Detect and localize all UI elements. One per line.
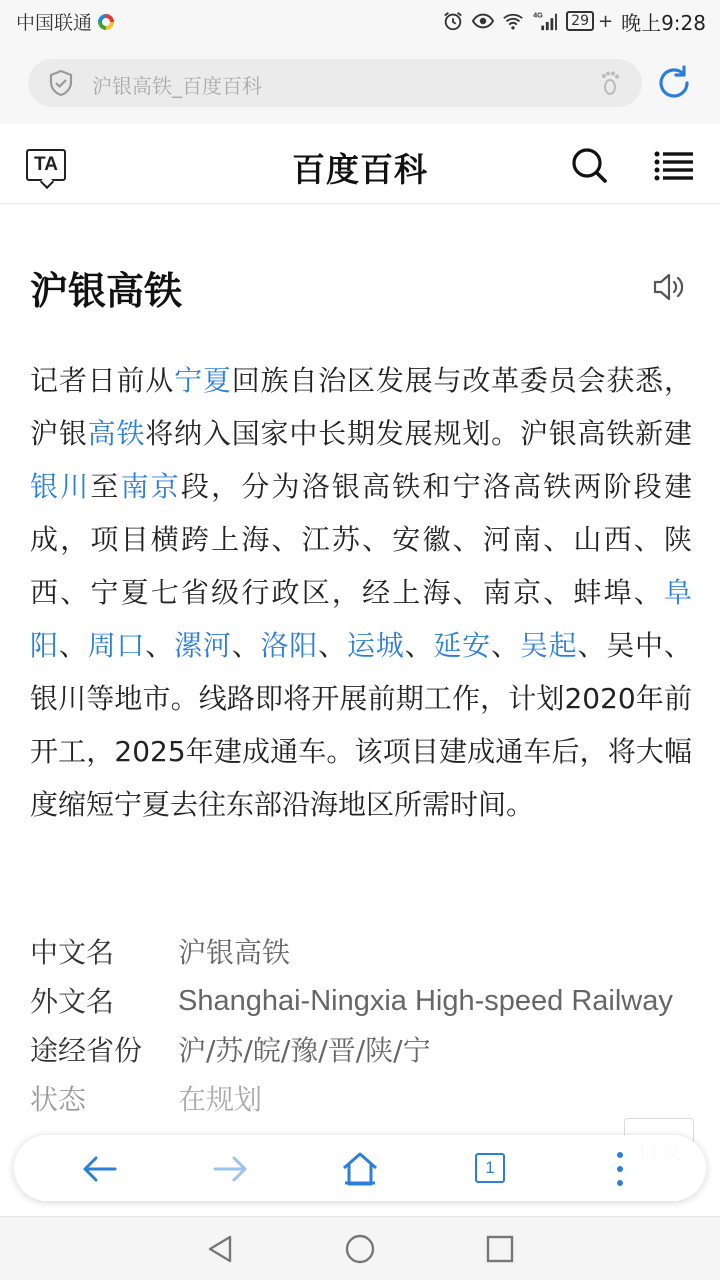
site-header <box>0 124 720 204</box>
summary-link[interactable]: 高铁 <box>87 417 146 450</box>
info-row <box>30 1026 692 1075</box>
info-value: 在规划 <box>178 1083 263 1116</box>
browser-toolbar <box>14 1135 706 1201</box>
battery-icon: 29 <box>566 11 594 31</box>
page-title: 沪银高铁 <box>30 269 183 313</box>
home-circle-icon[interactable] <box>344 1233 376 1265</box>
summary-text: 回族自治区发展与改革委员会获悉，沪银 <box>30 364 692 450</box>
speaker-icon[interactable] <box>652 272 686 302</box>
info-key: 外文名 <box>30 985 115 1018</box>
info-key: 中文名 <box>30 936 115 969</box>
info-row <box>30 977 692 1026</box>
summary-link[interactable]: 周口 <box>87 629 146 662</box>
info-value: 沪/苏/皖/豫/晋/陕/宁 <box>178 1034 431 1067</box>
search-icon[interactable] <box>570 146 608 184</box>
footprint-icon[interactable] <box>596 68 626 98</box>
menu-icon[interactable] <box>654 150 694 182</box>
carrier-name: 中国联通 <box>16 12 93 34</box>
alarm-icon <box>442 10 464 32</box>
eye-icon <box>472 10 494 32</box>
shield-icon[interactable] <box>46 68 76 98</box>
summary-link[interactable]: 洛阳 <box>260 629 319 662</box>
clock: 晚上9:28 <box>621 10 706 35</box>
summary-link[interactable]: 南京 <box>120 470 181 503</box>
system-nav-bar <box>0 1216 720 1280</box>
summary-text: 、吴中、银川等地市。线路即将开展前期工作，计划2020年前开工，2025年建成通车。该项目建成通车后，将大幅度缩短宁夏去往东部沿海地区所需时间。 <box>30 629 692 821</box>
summary-text: 、 <box>58 629 88 662</box>
summary-text: 、 <box>491 629 520 662</box>
summary-link[interactable]: 运城 <box>346 629 405 662</box>
wifi-icon <box>502 10 524 32</box>
summary-text: 、 <box>231 629 261 662</box>
site-title[interactable]: 百度百科 <box>292 150 428 189</box>
summary-text: 记者日前从 <box>30 364 175 397</box>
carrier <box>16 8 114 35</box>
status-bar <box>0 0 720 42</box>
carrier-logo-icon <box>98 14 114 30</box>
address-area <box>0 42 720 124</box>
summary-text: 至 <box>90 470 121 503</box>
4g-signal-icon <box>532 10 558 32</box>
info-row <box>30 1075 692 1124</box>
summary-link[interactable]: 阜阳 <box>30 576 692 662</box>
summary-link[interactable]: 延安 <box>433 629 491 662</box>
info-value: 沪银高铁 <box>178 936 291 969</box>
home-icon[interactable] <box>340 1149 380 1189</box>
summary-text: 、 <box>404 629 434 662</box>
charging-plus-icon: + <box>597 10 614 32</box>
info-row <box>30 928 692 977</box>
forward-arrow-icon[interactable] <box>210 1149 250 1189</box>
more-icon[interactable] <box>600 1149 640 1189</box>
back-arrow-icon[interactable] <box>80 1149 120 1189</box>
svg-text:4G: 4G <box>533 10 544 20</box>
status-icons <box>442 6 706 36</box>
info-box <box>30 928 692 1124</box>
summary-text: 、 <box>318 629 347 662</box>
back-triangle-icon[interactable] <box>204 1233 236 1265</box>
address-bar[interactable] <box>28 59 642 107</box>
summary-text: 、 <box>145 629 175 662</box>
summary-text: 将纳入国家中长期发展规划。沪银高铁新建 <box>145 417 692 450</box>
summary-link[interactable]: 漯河 <box>174 629 232 662</box>
address-text[interactable]: 沪银高铁_百度百科 <box>92 74 262 98</box>
summary-link[interactable]: 吴起 <box>519 629 578 662</box>
info-value: Shanghai-Ningxia High-speed Railway <box>178 985 673 1017</box>
ta-button[interactable]: TA <box>26 149 66 181</box>
summary-link[interactable]: 宁夏 <box>174 364 232 397</box>
tab-count[interactable]: 1 <box>475 1153 505 1183</box>
summary-text: 段，分为洛银高铁和宁洛高铁两阶段建成，项目横跨上海、江苏、安徽、河南、山西、陕西、宁夏七省级行政区，经上海、南京、蚌埠、 <box>30 470 692 609</box>
summary-paragraph <box>30 354 692 831</box>
info-key: 状态 <box>30 1083 87 1116</box>
info-key: 途经省份 <box>30 1034 143 1067</box>
tabs-icon[interactable] <box>471 1149 511 1189</box>
refresh-icon[interactable] <box>654 63 694 103</box>
summary-link[interactable]: 银川 <box>30 470 91 503</box>
recents-square-icon[interactable] <box>484 1233 516 1265</box>
